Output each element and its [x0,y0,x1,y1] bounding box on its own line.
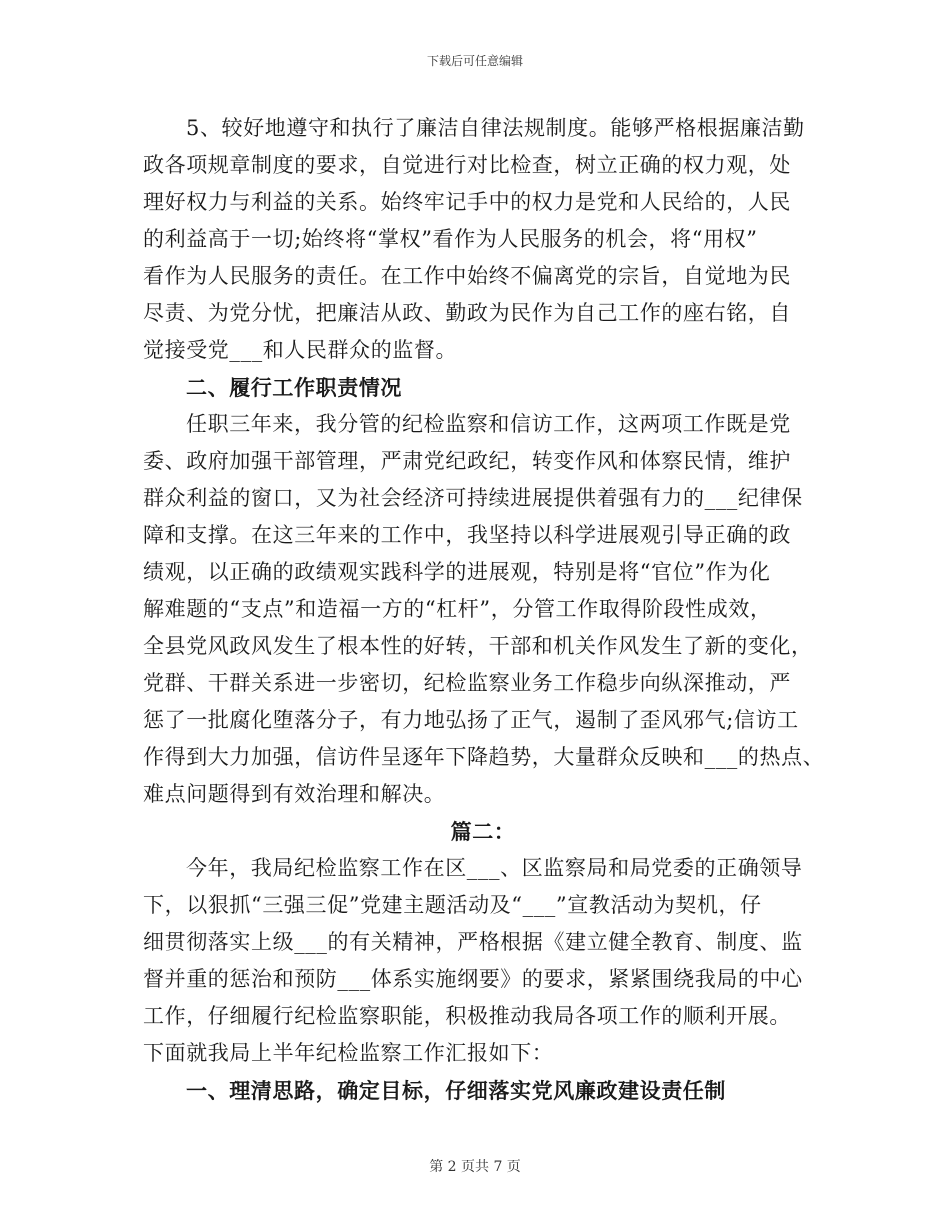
paragraph-line: 细贯彻落实上级___的有关精神，严格根据《建立健全教育、制度、监 [143,930,803,954]
paragraph-line: 的利益高于一切;始终将“掌权”看作为人民服务的机会，将“用权” [143,227,758,251]
paragraph-line: 觉接受党___和人民群众的监督。 [143,338,458,362]
paragraph-line: 绩观，以正确的政绩观实践科学的进展观，特别是将“官位”作为化 [143,560,771,584]
paragraph-line: 5、较好地遵守和执行了廉洁自律法规制度。能够严格根据廉洁勤 [186,116,805,140]
paragraph-line: 党群、干群关系进一步密切，纪检监察业务工作稳步向纵深推动，严 [143,671,791,695]
section-heading: 二、履行工作职责情况 [186,375,402,400]
paragraph-line: 督并重的惩治和预防___体系实施纲要》的要求，紧紧围绕我局的中心 [143,967,803,991]
paragraph-line: 全县党风政风发生了根本性的好转，干部和机关作风发生了新的变化， [143,634,813,658]
part-title: 篇二： [450,819,516,844]
paragraph-line: 障和支撑。在这三年来的工作中，我坚持以科学进展观引导正确的政 [143,523,791,547]
paragraph-line: 惩了一批腐化堕落分子，有力地弘扬了正气，遏制了歪风邪气;信访工 [143,708,799,732]
paragraph-line: 难点问题得到有效治理和解决。 [143,782,446,806]
paragraph-line: 工作，仔细履行纪检监察职能，积极推动我局各项工作的顺利开展。 [143,1004,791,1028]
paragraph-line: 群众利益的窗口，又为社会经济可持续进展提供着强有力的___纪律保 [143,486,803,510]
paragraph-line: 解难题的“支点”和造福一方的“杠杆”，分管工作取得阶段性成效， [143,597,772,621]
paragraph-line: 政各项规章制度的要求，自觉进行对比检查，树立正确的权力观，处 [143,153,791,177]
section-heading: 一、理清思路，确定目标，仔细落实党风廉政建设责任制 [186,1078,726,1103]
paragraph-line: 今年，我局纪检监察工作在区___、区监察局和局党委的正确领导 [186,856,803,880]
page-header: 下载后可任意编辑 [426,54,523,68]
document-body [143,110,823,1109]
paragraph-line: 看作为人民服务的责任。在工作中始终不偏离党的宗旨，自觉地为民 [143,264,791,288]
paragraph-line: 理好权力与利益的关系。始终牢记手中的权力是党和人民给的，人民 [143,190,791,214]
paragraph-line: 尽责、为党分忧，把廉洁从政、勤政为民作为自己工作的座右铭，自 [143,301,791,325]
paragraph-line: 下面就我局上半年纪检监察工作汇报如下： [143,1041,554,1065]
paragraph-line: 委、政府加强干部管理，严肃党纪政纪，转变作风和体察民情，维护 [143,449,791,473]
paragraph-line: 下，以狠抓“三强三促”党建主题活动及“___”宣教活动为契机，仔 [143,893,762,917]
paragraph-line: 任职三年来，我分管的纪检监察和信访工作，这两项工作既是党 [186,412,791,436]
paragraph-line: 作得到大力加强，信访件呈逐年下降趋势，大量群众反映和___的热点、 [143,745,825,769]
page-footer: 第 2 页共 7 页 [429,1159,521,1175]
